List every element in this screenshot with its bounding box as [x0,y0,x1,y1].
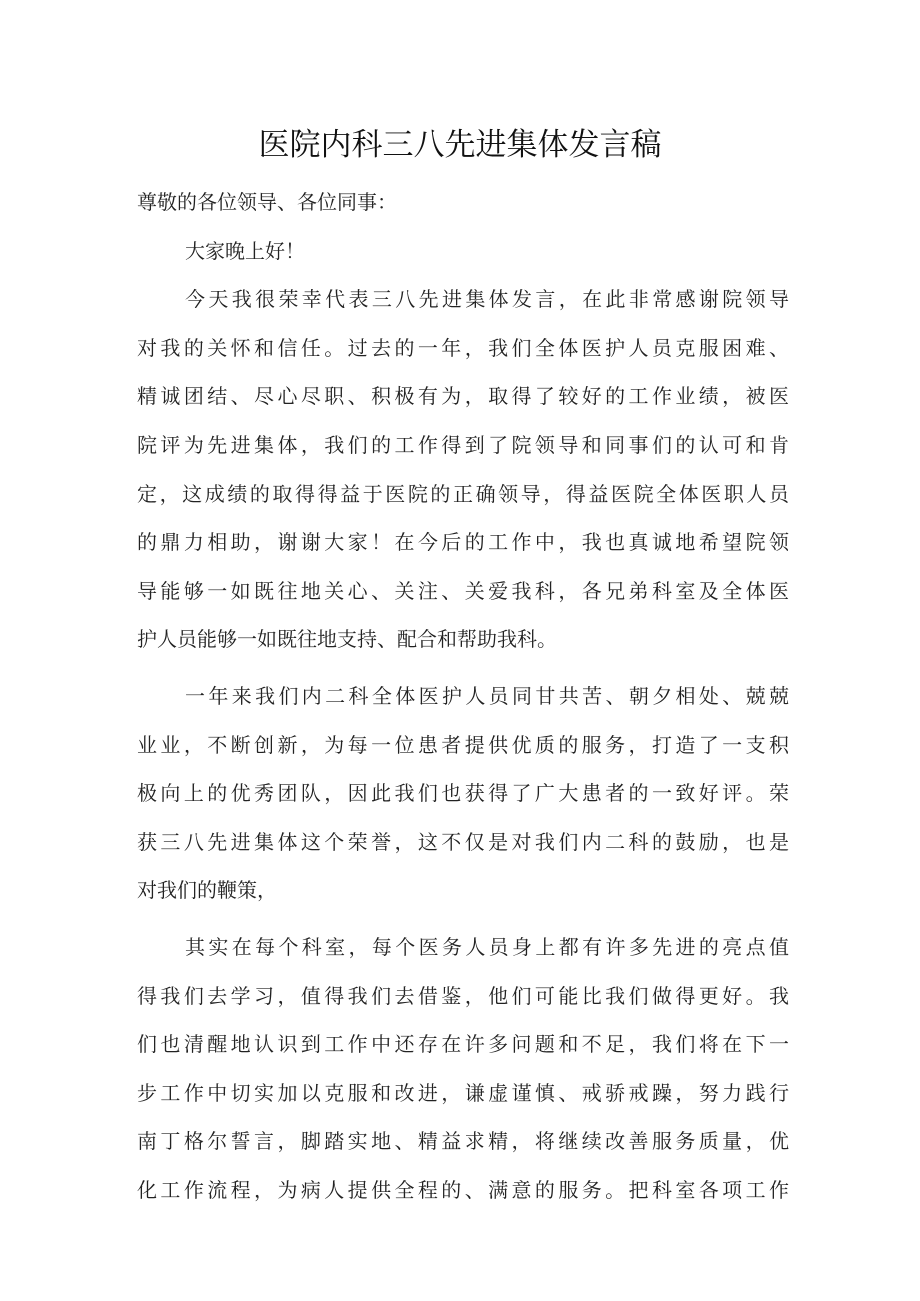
paragraph-line: 护人员能够一如既往地支持、配合和帮助我科。 [137,627,557,652]
paragraph-2 [137,672,789,915]
paragraph-gap [137,915,789,923]
paragraph-1 [137,275,789,664]
paragraph-line: 其实在每个科室，每个医务人员身上都有许多先进的亮点值 [185,934,789,959]
paragraph-line: 导能够一如既往地关心、关注、关爱我科，各兄弟科室及全体医 [137,578,789,603]
paragraph-line: 今天我很荣幸代表三八先进集体发言，在此非常感谢院领导 [185,287,789,312]
document-body [137,178,789,1214]
paragraph-gap [137,664,789,672]
greeting: 大家晚上好！ [185,238,305,263]
paragraph-line: 南丁格尔誓言，脚踏实地、精益求精，将继续改善服务质量，优 [137,1129,789,1154]
paragraph-line: 精诚团结、尽心尽职、积极有为，取得了较好的工作业绩，被医 [137,384,789,409]
paragraph-line: 极向上的优秀团队，因此我们也获得了广大患者的一致好评。荣 [137,781,789,806]
paragraph-line: 步工作中切实加以克服和改进，谦虚谨慎、戒骄戒躁，努力践行 [137,1080,789,1105]
document-title: 医院内科三八先进集体发言稿 [258,127,662,163]
paragraph-line: 们也清醒地认识到工作中还存在许多问题和不足，我们将在下一 [137,1032,789,1057]
paragraph-line: 一年来我们内二科全体医护人员同甘共苦、朝夕相处、兢兢 [185,683,789,708]
paragraph-line: 业业，不断创新，为每一位患者提供优质的服务，打造了一支积 [137,732,789,757]
salutation: 尊敬的各位领导、各位同事： [137,190,397,214]
paragraph-line: 得我们去学习，值得我们去借鉴，他们可能比我们做得更好。我 [137,983,789,1008]
paragraph-line: 院评为先进集体，我们的工作得到了院领导和同事们的认可和肯 [137,432,789,457]
paragraph-line: 定，这成绩的取得得益于医院的正确领导，得益医院全体医职人员 [137,481,789,506]
paragraph-3 [137,923,789,1215]
paragraph-line: 对我的关怀和信任。过去的一年，我们全体医护人员克服困难、 [137,335,789,360]
paragraph-line: 的鼎力相助，谢谢大家！在今后的工作中，我也真诚地希望院领 [137,530,789,555]
paragraph-line: 对我们的鞭策， [137,878,277,903]
paragraph-line: 获三八先进集体这个荣誉，这不仅是对我们内二科的鼓励，也是 [137,829,789,854]
paragraph-line: 化工作流程，为病人提供全程的、满意的服务。把科室各项工作 [137,1177,789,1202]
